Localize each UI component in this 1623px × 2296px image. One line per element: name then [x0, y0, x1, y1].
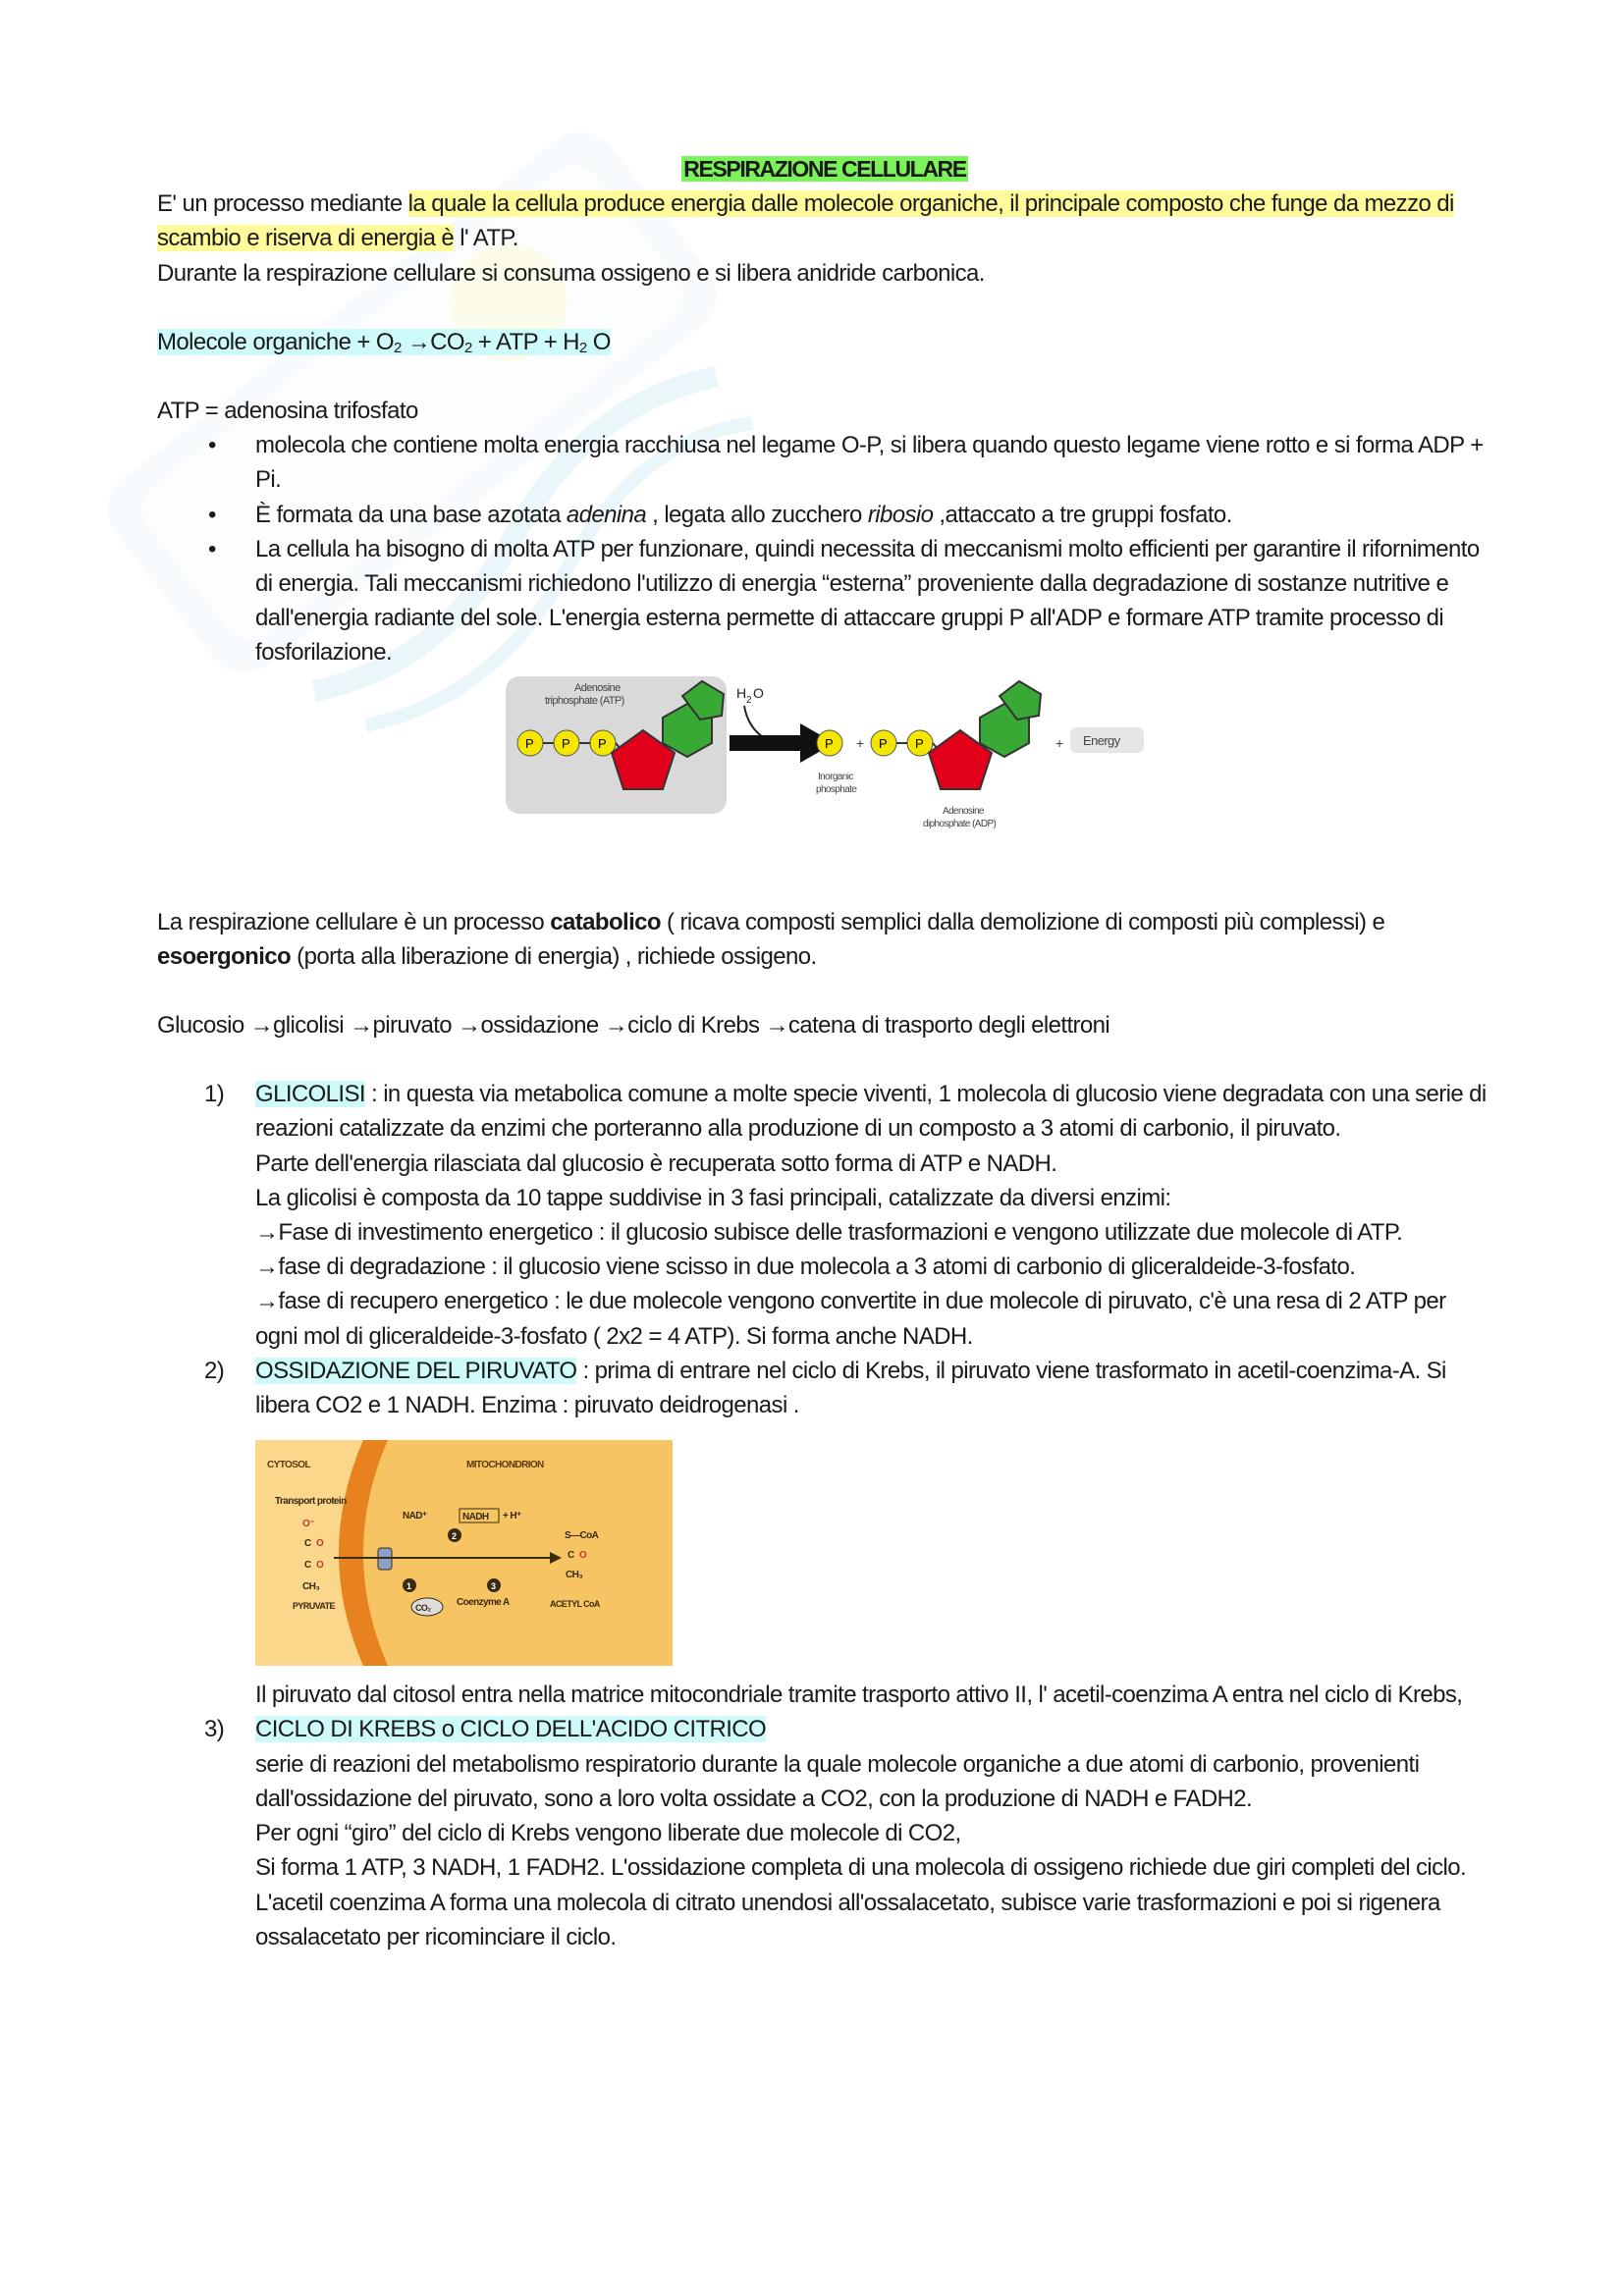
svg-text:triphosphate (ATP): triphosphate (ATP)	[545, 694, 624, 707]
inorganic-phosphate-label: Inorganic	[818, 771, 853, 782]
pyruvate-label: PYRUVATE	[293, 1601, 335, 1612]
step-line: →fase di recupero energetico : le due molecole vengono convertite in due molecole di piruvato, c'è una resa di 2 ATP per ogni mol di gliceraldeide-3-fosfato ( 2x2 = 4 ATP). Si forma anche NADH.	[255, 1288, 1446, 1350]
acetyl-coa-label: ACETYL CoA	[550, 1599, 600, 1610]
respiration-equation: Molecole organiche + $O_2 \to CO_2$ + ATP + $H_2$ O	[157, 328, 611, 356]
mitochondrion-label: MITOCHONDRION	[466, 1460, 544, 1471]
catabolic-paragraph: La respirazione cellulare è un processo catabolico ( ricava composti semplici dalla demolizione di composti più complessi) e esoergonico (porta alla liberazione di energia) , richiede ossigeno.	[157, 908, 1385, 970]
step-krebs: 3) CICLO DI KREBS o CICLO DELL'ACIDO CITRICO serie di reazioni del metabolismo respiratorio durante la quale molecole organiche a due atomi di carbonio, provenienti dall'ossidazione del piruvato, sono a loro volta ossidate a CO2, con la produzione di NADH e FADH2. Per ogni “giro” del ciclo di Krebs vengono liberate due molecole di CO2, Si forma 1 ATP, 3 NADH, 1 FADH2. L'ossidazione completa di una molecola di ossigeno richiede due giri completi del ciclo. L'acetil coenzima A forma una molecola di citrato unendosi all'ossalacetato, subisce varie trasformazioni e poi si rigenera ossalacetato per ricominciare il ciclo.	[255, 1712, 1492, 1953]
svg-text:Coenzyme A: Coenzyme A	[457, 1597, 510, 1609]
svg-text:CH₃: CH₃	[566, 1570, 583, 1581]
step-line: serie di reazioni del metabolismo respiratorio durante la quale molecole organiche a due atomi di carbonio, provenienti dall'ossidazione del piruvato, sono a loro volta ossidate a CO2, con la produzione di NADH e FADH2.	[255, 1750, 1420, 1812]
svg-text:+: +	[856, 734, 864, 751]
step-line: Si forma 1 ATP, 3 NADH, 1 FADH2. L'ossidazione completa di una molecola di ossigeno richiede due giri completi del ciclo.	[255, 1854, 1467, 1882]
svg-text:C: C	[304, 1538, 311, 1550]
atp-label: Adenosine	[574, 681, 621, 694]
atp-bullet-list	[157, 428, 1492, 669]
intro-paragraph-2: Durante la respirazione cellulare si consuma ossigeno e si libera anidride carbonica.	[157, 259, 985, 287]
svg-text:phosphate: phosphate	[816, 783, 857, 795]
svg-text:P: P	[825, 735, 834, 751]
svg-text:2: 2	[746, 694, 751, 706]
step-line: Il piruvato dal citosol entra nella matrice mitocondriale tramite trasporto attivo II, l' acetil-coenzima A entra nel ciclo di Krebs,	[255, 1682, 1463, 1709]
list-item: • molecola che contiene molta energia racchiusa nel legame O-P, si libera quando questo legame viene rotto e si forma ADP + Pi.	[255, 428, 1492, 497]
document-body	[157, 152, 1492, 1954]
svg-text:S—CoA: S—CoA	[565, 1530, 599, 1542]
svg-text:+: +	[1055, 734, 1063, 751]
svg-text:NADH: NADH	[462, 1512, 489, 1523]
svg-text:C: C	[568, 1550, 574, 1562]
step-line: Per ogni “giro” del ciclo di Krebs vengono liberate due molecole di CO2,	[255, 1820, 961, 1847]
svg-text:P: P	[915, 735, 924, 751]
svg-text:NAD⁺: NAD⁺	[403, 1511, 427, 1522]
svg-text:O: O	[579, 1550, 587, 1562]
co2-label: CO₂	[415, 1603, 431, 1614]
svg-text:Transport protein: Transport protein	[275, 1496, 347, 1508]
svg-text:P: P	[598, 735, 607, 751]
step-title: CICLO DI KREBS o CICLO DELL'ACIDO CITRICO	[255, 1716, 767, 1743]
pathway-sequence: Glucosio →glicolisi →piruvato →ossidazione →ciclo di Krebs →catena di trasporto degli elettroni	[157, 1012, 1110, 1040]
adp-label: Adenosine	[943, 805, 984, 817]
step-line: →fase di degradazione : il glucosio viene scisso in due molecola a 3 atomi di carbonio di gliceraldeide-3-fosfato.	[255, 1254, 1356, 1281]
cytosol-label: CYTOSOL	[267, 1460, 310, 1471]
step-title: OSSIDAZIONE DEL PIRUVATO	[255, 1357, 577, 1384]
list-item: • È formata da una base azotata adenina , legata allo zucchero ribosio ,attaccato a tre gruppi fosfato.	[255, 498, 1492, 532]
svg-text:+ H⁺: + H⁺	[503, 1511, 521, 1522]
list-item: • La cellula ha bisogno di molta ATP per funzionare, quindi necessita di meccanismi molto efficienti per garantire il rifornimento di energia. Tali meccanismi richiedono l'utilizzo di energia “esterna” proveniente dalla degradazione di sostanze nutritive e dall'energia radiante del sole. L'energia esterna permette di attaccare gruppi P all'ADP e formare ATP tramite processo di fosforilazione.	[255, 532, 1492, 670]
page-title: RESPIRAZIONE CELLULARE	[683, 156, 966, 182]
svg-text:O: O	[316, 1560, 324, 1572]
intro-paragraph: E' un processo mediante la quale la cellula produce energia dalle molecole organiche, il principale composto che funge da mezzo di scambio e riserva di energia è l' ATP.	[157, 190, 1454, 252]
svg-text:C: C	[304, 1560, 311, 1572]
step-line: →Fase di investimento energetico : il glucosio subisce delle trasformazioni e vengono utilizzate due molecole di ATP.	[255, 1219, 1403, 1247]
svg-text:O: O	[753, 684, 764, 701]
steps-list	[157, 1077, 1492, 1954]
step-ossidazione: 2) OSSIDAZIONE DEL PIRUVATO : prima di entrare nel ciclo di Krebs, il piruvato viene trasformato in acetil-coenzima-A. Si libera CO2 e 1 NADH. Enzima : piruvato deidrogenasi . CYTOSOL MITOCHONDRION Transport protein O⁻ C O C O CH₃ PYRUVATE NAD⁺ NADH + H⁺ 2 1 3 CO₂ Coenzyme A S—CoA C O CH₃ ACETYL CoA Il piruvato dal citosol entra nella matrice mitocondriale tramite trasporto attivo II, l' acetil-coenzima A entra nel ciclo di Krebs,	[255, 1354, 1492, 1713]
step-title: GLICOLISI	[255, 1081, 365, 1108]
svg-text:P: P	[879, 735, 888, 751]
svg-text:1: 1	[406, 1581, 411, 1592]
step-line: La glicolisi è composta da 10 tappe suddivise in 3 fasi principali, catalizzate da diversi enzimi:	[255, 1184, 1171, 1211]
svg-text:O⁻: O⁻	[302, 1519, 314, 1530]
svg-text:diphosphate (ADP): diphosphate (ADP)	[923, 818, 997, 829]
svg-text:P: P	[525, 735, 534, 751]
svg-text:CH₃: CH₃	[302, 1581, 320, 1593]
svg-text:O: O	[316, 1538, 324, 1550]
svg-text:H: H	[736, 684, 746, 701]
svg-text:Energy: Energy	[1083, 732, 1120, 748]
step-line: L'acetil coenzima A forma una molecola di citrato unendosi all'ossalacetato, subisce varie trasformazioni e poi si rigenera ossalacetato per ricominciare il ciclo.	[255, 1889, 1440, 1950]
atp-heading: ATP = adenosina trifosfato	[157, 398, 418, 425]
step-glicolisi: 1) GLICOLISI : in questa via metabolica comune a molte specie viventi, 1 molecola di glucosio viene degradata con una serie di reazioni catalizzate da enzimi che porteranno alla produzione di un composto a 3 atomi di carbonio, il piruvato. Parte dell'energia rilasciata dal glucosio è recuperata sotto forma di ATP e NADH. La glicolisi è composta da 10 tappe suddivise in 3 fasi principali, catalizzate da diversi enzimi: →Fase di investimento energetico : il glucosio subisce delle trasformazioni e vengono utilizzate due molecole di ATP. →fase di degradazione : il glucosio viene scisso in due molecola a 3 atomi di carbonio di gliceraldeide-3-fosfato. →fase di recupero energetico : le due molecole vengono convertite in due molecole di piruvato, c'è una resa di 2 ATP per ogni mol di gliceraldeide-3-fosfato ( 2x2 = 4 ATP). Si forma anche NADH.	[255, 1077, 1492, 1354]
pyruvate-oxidation-figure	[255, 1440, 673, 1666]
step-line: Parte dell'energia rilasciata dal glucosio è recuperata sotto forma di ATP e NADH.	[255, 1149, 1057, 1177]
svg-text:3: 3	[491, 1581, 496, 1592]
atp-hydrolysis-figure	[506, 676, 1291, 887]
svg-text:P: P	[562, 735, 570, 751]
svg-text:2: 2	[452, 1531, 457, 1542]
